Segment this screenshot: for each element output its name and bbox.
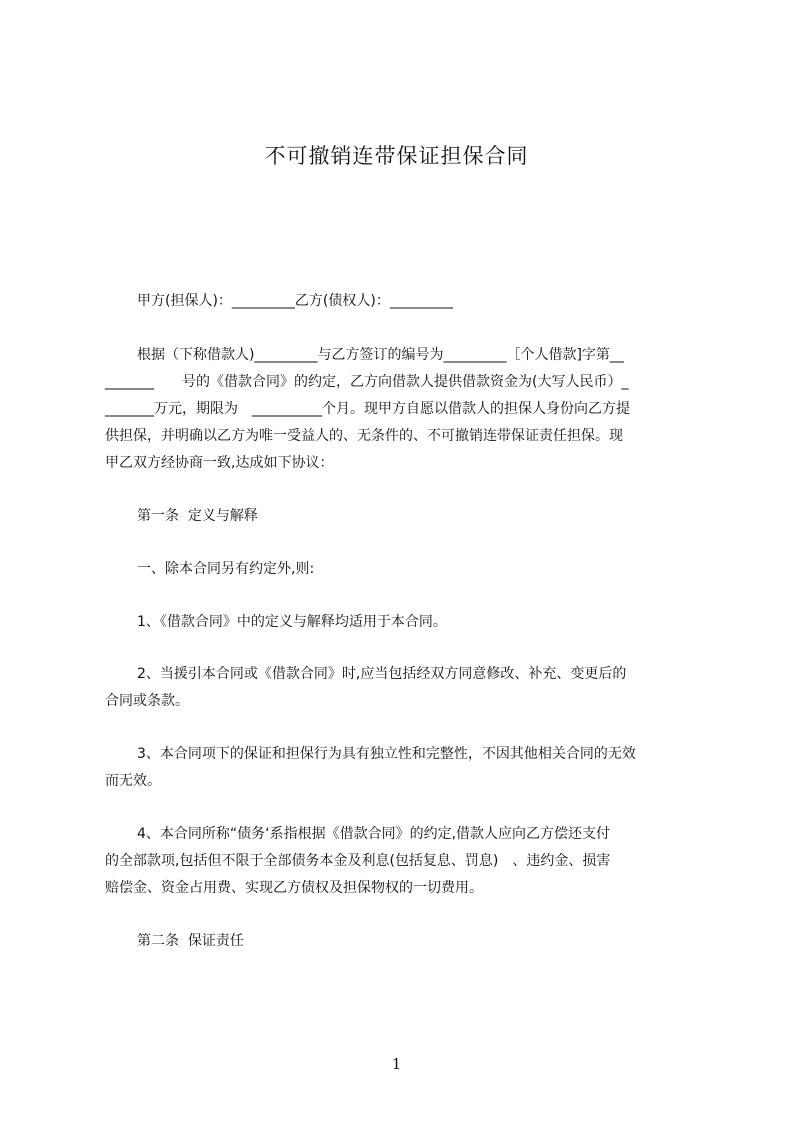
preamble-line: 根据（下称借款人)_________与乙方签订的编号为_________［个人借款]字第__ <box>137 347 624 363</box>
clause-1: 1、《借款合同》中的定义与解释均适用于本合同。 <box>137 614 447 630</box>
preamble-line: _______ 号的《借款合同》的约定，乙方向借款人提供借款资金为(大写人民币）_ <box>105 374 629 390</box>
preamble-line: _______万元，期限为 __________个月。现甲方自愿以借款人的担保人身份向乙方提 <box>105 401 630 417</box>
page-number: 1 <box>391 1055 402 1073</box>
clause-4-line: 赔偿金、资金占用费、实现乙方债权及担保物权的一切费用。 <box>105 880 483 896</box>
document-title: 不可撤销连带保证担保合同 <box>264 144 529 168</box>
preamble-line: 甲乙双方经协商一致,达成如下协议： <box>105 455 334 471</box>
clause-4-line: 4、本合同所称“债务‘系指根据《借款合同》的约定,借款人应向乙方偿还支付 <box>137 826 611 842</box>
preamble-line: 供担保，并明确以乙方为唯一受益人的、无条件的、不可撤销连带保证责任担保。现 <box>105 428 623 444</box>
article-2-heading: 第二条 保证责任 <box>137 933 244 949</box>
clause-4-line: 的全部款项,包括但不限于全部债务本金及利息(包括复息、罚息) 、违约金、损害 <box>105 853 611 869</box>
clause-3-line: 3、本合同项下的保证和担保行为具有独立性和完整性，不因其他相关合同的无效 <box>137 746 636 762</box>
section-1-heading: 一、除本合同另有约定外,则: <box>137 561 315 577</box>
clause-2-line: 2、当援引本合同或《借款合同》时,应当包括经双方同意修改、补充、变更后的 <box>137 666 627 682</box>
parties-line: 甲方(担保人)：_________乙方(债权人)：_________ <box>137 293 453 309</box>
clause-2-line: 合同或条款。 <box>105 693 189 709</box>
clause-3-line: 而无效。 <box>105 773 161 789</box>
article-1-heading: 第一条 定义与解释 <box>137 508 258 524</box>
